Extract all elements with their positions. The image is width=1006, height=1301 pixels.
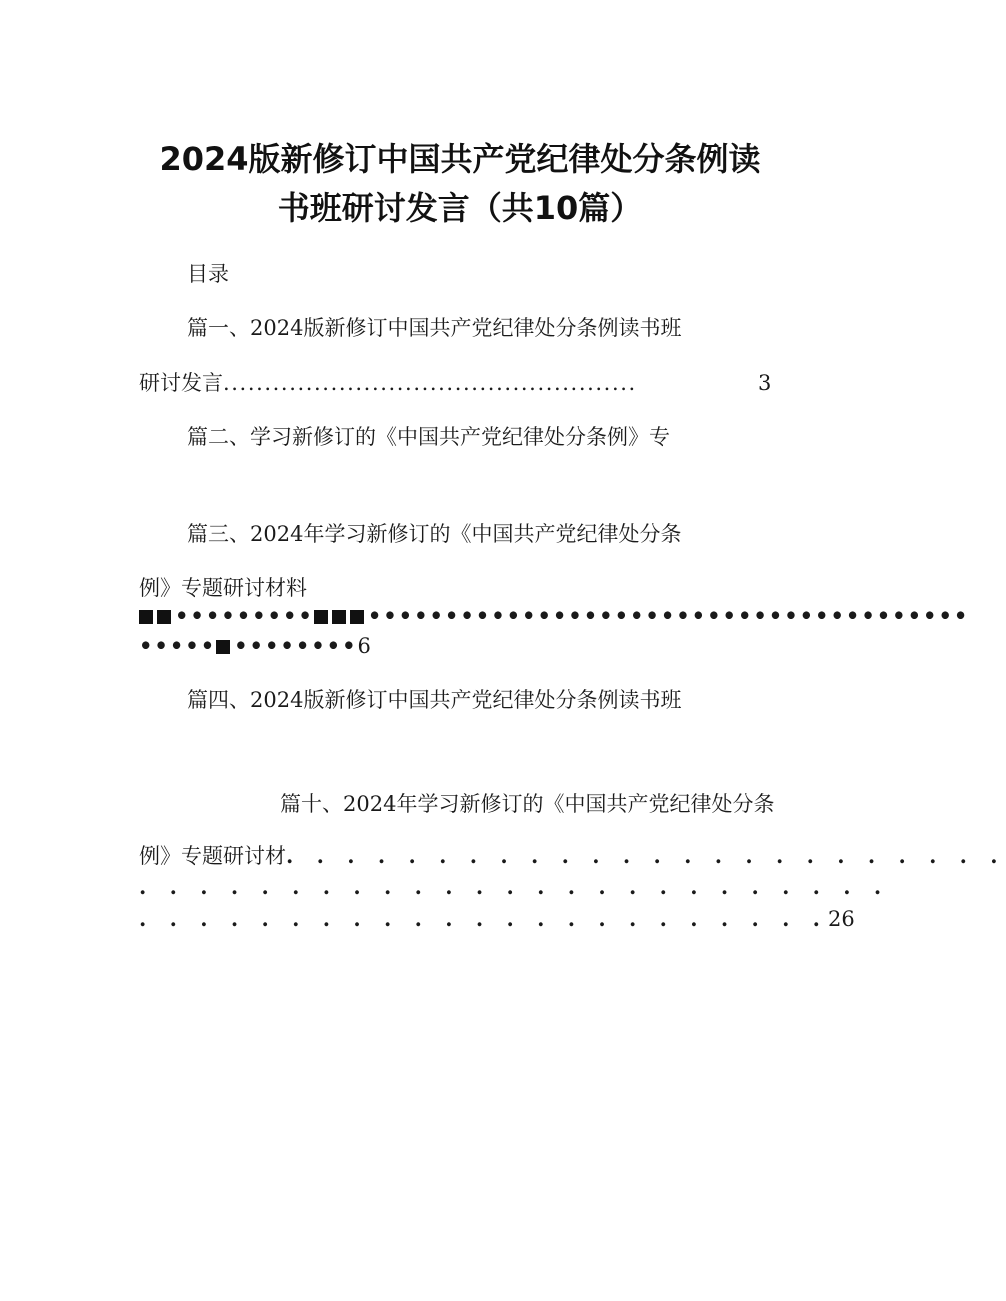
- garbled-square: [216, 640, 230, 654]
- toc-entry-3-line-1[interactable]: 篇三、2024年学习新修订的《中国共产党纪律处分条: [187, 522, 682, 546]
- toc-entry-3-leader-line-1: [139, 602, 970, 630]
- toc-entry-10-leader-3: . . . . . . . . . . . . . . . . . . . . . . .: [139, 906, 828, 931]
- garbled-square: [314, 610, 328, 624]
- toc-entry-1-line-1[interactable]: 篇一、2024版新修订中国共产党纪律处分条例读书班: [187, 316, 682, 340]
- toc-entry-3-leader-b: •••••••••••••••••••••••••••••••••••••••: [367, 603, 970, 628]
- toc-entry-10-leader-line-2: [139, 873, 890, 901]
- toc-entry-1-page: 3: [758, 371, 772, 395]
- garbled-square: [157, 610, 171, 624]
- toc-entry-1-leader: ..................................................: [223, 371, 637, 395]
- toc-entry-3-leader-line-2: [139, 632, 371, 660]
- document-title-line-1: 2024版新修订中国共产党纪律处分条例读: [159, 140, 761, 178]
- garbled-square: [332, 610, 346, 624]
- toc-entry-3-leader-c: •••••: [139, 633, 217, 658]
- garbled-square: [350, 610, 364, 624]
- toc-entry-10-line-2[interactable]: [139, 842, 1006, 870]
- toc-entry-3-leader-d: ••••••••: [234, 633, 358, 658]
- toc-entry-3-line-2[interactable]: 例》专题研讨材料: [139, 576, 307, 600]
- toc-entry-10-line-1[interactable]: 篇十、2024年学习新修订的《中国共产党纪律处分条: [280, 792, 775, 816]
- toc-entry-10-leader-line-3: [139, 905, 855, 933]
- toc-entry-10-title-cont: 例》专题研讨材: [139, 844, 286, 868]
- toc-entry-1-title-cont: 研讨发言: [139, 371, 223, 395]
- document-title-line-2: 书班研讨发言（共10篇）: [277, 189, 643, 227]
- toc-entry-3-leader-a: •••••••••: [175, 603, 314, 628]
- toc-entry-4-line-1[interactable]: 篇四、2024版新修订中国共产党纪律处分条例读书班: [187, 688, 682, 712]
- toc-entry-10-leader-1: . . . . . . . . . . . . . . . . . . . . . . . .: [286, 843, 1006, 868]
- toc-heading: 目录: [187, 262, 229, 286]
- toc-entry-1-line-2[interactable]: [139, 369, 779, 397]
- toc-entry-3-page: 6: [357, 634, 371, 658]
- toc-entry-10-leader-2: . . . . . . . . . . . . . . . . . . . . . . . . .: [139, 874, 890, 899]
- toc-entry-10-page: 26: [828, 907, 855, 931]
- toc-entry-2-line-1[interactable]: 篇二、学习新修订的《中国共产党纪律处分条例》专: [187, 425, 670, 449]
- garbled-square: [139, 610, 153, 624]
